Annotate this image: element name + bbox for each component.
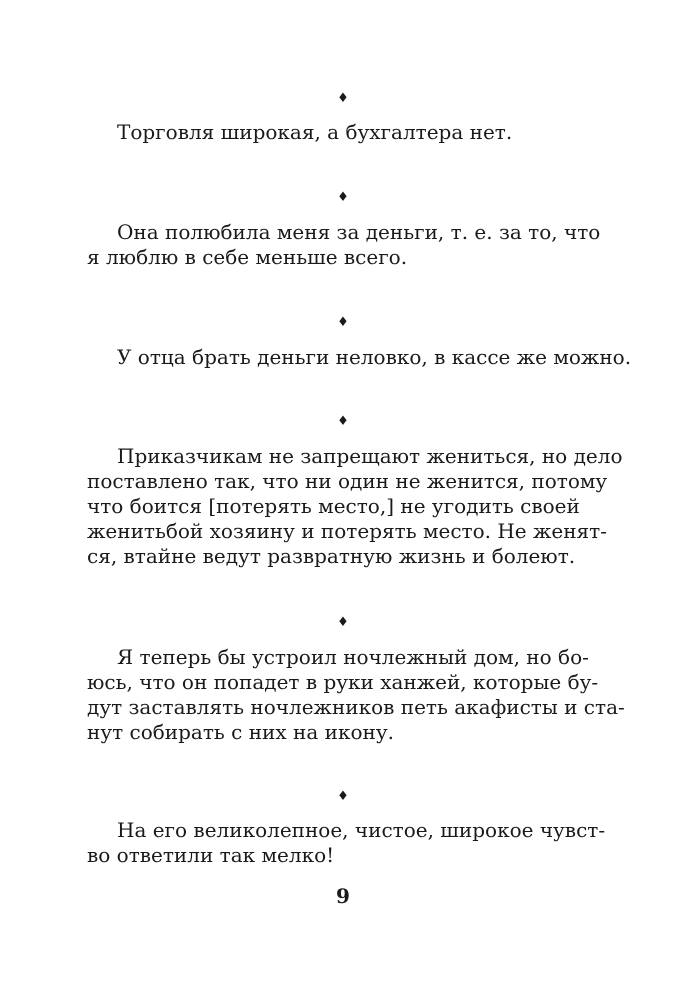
text-line: нут собирать с них на икону. [87, 720, 394, 744]
separator-diamond-3: ♦ [337, 315, 349, 330]
text-line: Торговля широкая, а бухгалтера нет. [117, 120, 513, 144]
separator-diamond-4: ♦ [337, 414, 349, 429]
text-line: дут заставлять ночлежников петь акафисты и ста- [87, 695, 625, 719]
separator-diamond-2: ♦ [337, 190, 349, 205]
text-line: женитьбой хозяину и потерять место. Не женят- [87, 519, 607, 543]
text-line: что боится [потерять место,] не угодить своей [87, 494, 580, 518]
separator-diamond-5: ♦ [337, 615, 349, 630]
page-number: 9 [336, 884, 350, 908]
text-line: Приказчикам не запрещают жениться, но дело [117, 444, 623, 468]
paragraph-1 [87, 120, 560, 145]
paragraph-6 [87, 818, 606, 868]
text-line: Она полюбила меня за деньги, т. е. за то, что [117, 220, 601, 244]
text-line: во ответили так мелко! [87, 843, 335, 867]
paragraph-4 [87, 444, 623, 569]
separator-diamond-1: ♦ [337, 91, 349, 106]
text-line: юсь, что он попадет в руки ханжей, которые бу- [87, 670, 599, 694]
text-line: Я теперь бы устроил ночлежный дом, но бо- [117, 645, 589, 669]
text-line: поставлено так, что ни один не женится, потому [87, 469, 608, 493]
separator-diamond-6: ♦ [337, 789, 349, 804]
paragraph-5 [87, 645, 625, 745]
text-line: ся, втайне ведут развратную жизнь и болеют. [87, 544, 576, 568]
paragraph-2 [87, 220, 601, 270]
text-line: На его великолепное, чистое, широкое чувст- [117, 818, 606, 842]
paragraph-3 [87, 345, 632, 370]
text-line: я люблю в себе меньше всего. [87, 245, 408, 269]
text-line: У отца брать деньги неловко, в кассе же можно. [117, 345, 632, 369]
